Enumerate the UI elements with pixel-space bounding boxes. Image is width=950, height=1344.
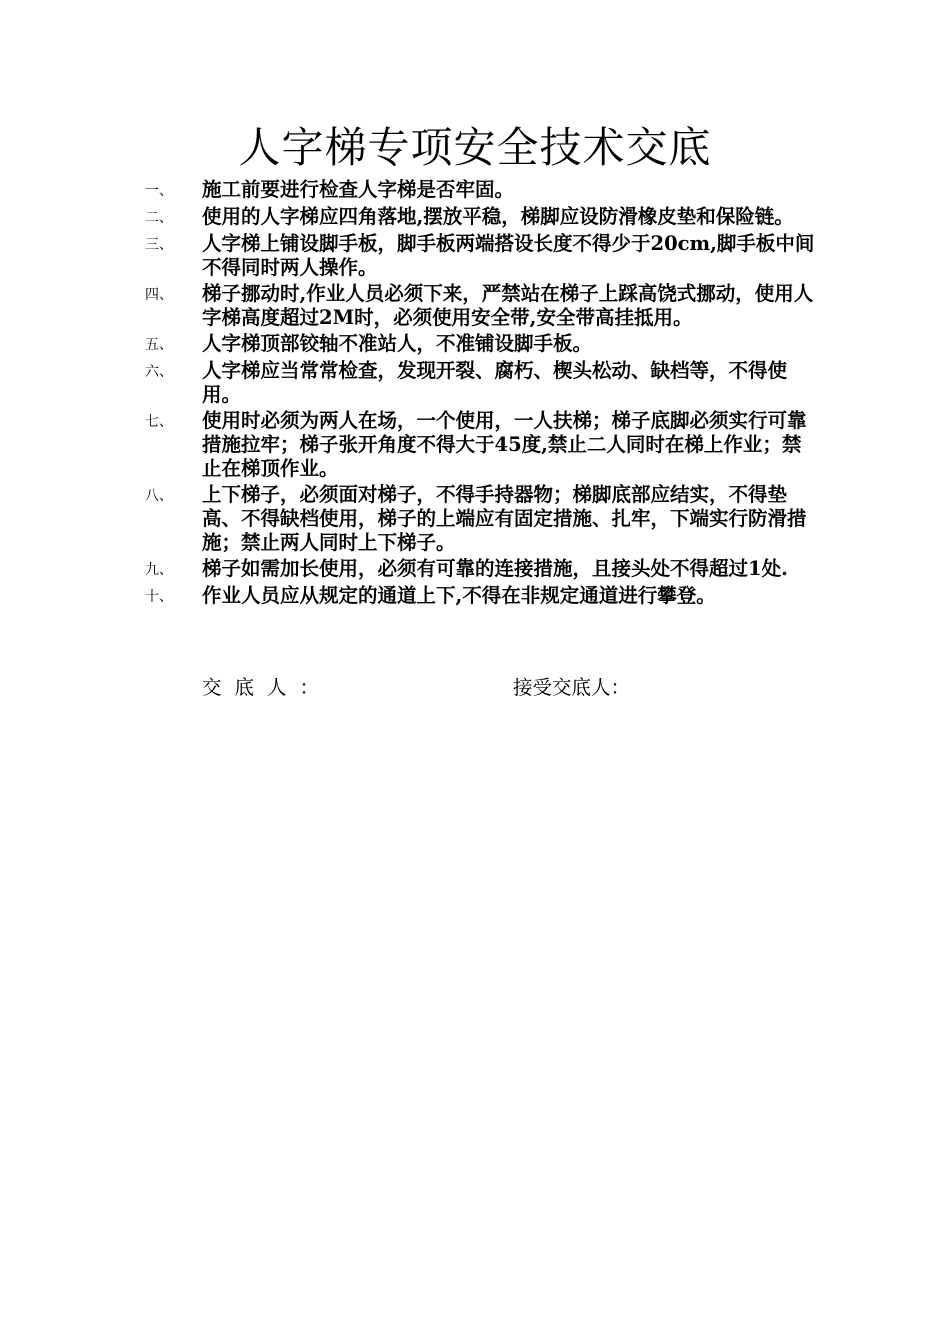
item-number: 十、 xyxy=(145,589,173,605)
item-number: 六、 xyxy=(145,364,173,380)
item-text: 施工前要进行检查人字梯是否牢固。 xyxy=(202,178,515,201)
list-item xyxy=(145,359,815,407)
item-text: 梯子如需加长使用，必须有可靠的连接措施，且接头处不得超过1处. xyxy=(202,557,788,580)
list-item xyxy=(145,232,815,280)
item-number: 五、 xyxy=(145,337,173,353)
item-text: 人字梯应当常常检查，发现开裂、腐朽、楔头松动、缺档等，不得使用。 xyxy=(202,359,788,406)
document-title: 人字梯专项安全技术交底 xyxy=(238,123,712,172)
item-number: 四、 xyxy=(145,287,173,303)
safety-items-list xyxy=(145,178,815,611)
list-item xyxy=(145,205,815,230)
item-number: 九、 xyxy=(145,562,173,578)
item-text: 作业人员应从规定的通道上下,不得在非规定通道进行攀登。 xyxy=(202,584,716,607)
item-text: 人字梯顶部铰轴不准站人，不准铺设脚手板。 xyxy=(202,332,593,355)
item-number: 二、 xyxy=(145,210,173,226)
item-text: 使用的人字梯应四角落地,摆放平稳，梯脚应设防滑橡皮垫和保险链。 xyxy=(202,205,794,228)
item-number: 七、 xyxy=(145,414,173,430)
list-item xyxy=(145,483,815,555)
list-item xyxy=(145,332,815,357)
item-number: 一、 xyxy=(145,183,173,199)
item-text: 使用时必须为两人在场，一个使用，一人扶梯；梯子底脚必须实行可靠措施拉牢；梯子张开角度不得大于45度,禁止二人同时在梯上作业；禁止在梯顶作业。 xyxy=(202,409,807,480)
giver-signature-label: 交底人： xyxy=(202,676,333,699)
item-text: 梯子挪动时,作业人员必须下来，严禁站在梯子上踩高饶式挪动，使用人字梯高度超过2M时，必须使用安全带,安全带高挂抵用。 xyxy=(202,282,814,329)
list-item xyxy=(145,282,815,330)
receiver-signature-label: 接受交底人： xyxy=(513,676,631,699)
item-number: 八、 xyxy=(145,488,173,504)
item-text: 上下梯子，必须面对梯子，不得手持器物；梯脚底部应结实，不得垫高、不得缺档使用，梯子的上端应有固定措施、扎牢，下端实行防滑措施；禁止两人同时上下梯子。 xyxy=(202,483,807,554)
item-text: 人字梯上铺设脚手板，脚手板两端搭设长度不得少于20cm,脚手板中间不得同时两人操作。 xyxy=(202,232,815,279)
item-number: 三、 xyxy=(145,237,173,253)
list-item xyxy=(145,584,815,609)
list-item xyxy=(145,409,815,481)
list-item xyxy=(145,557,815,582)
list-item xyxy=(145,178,815,203)
